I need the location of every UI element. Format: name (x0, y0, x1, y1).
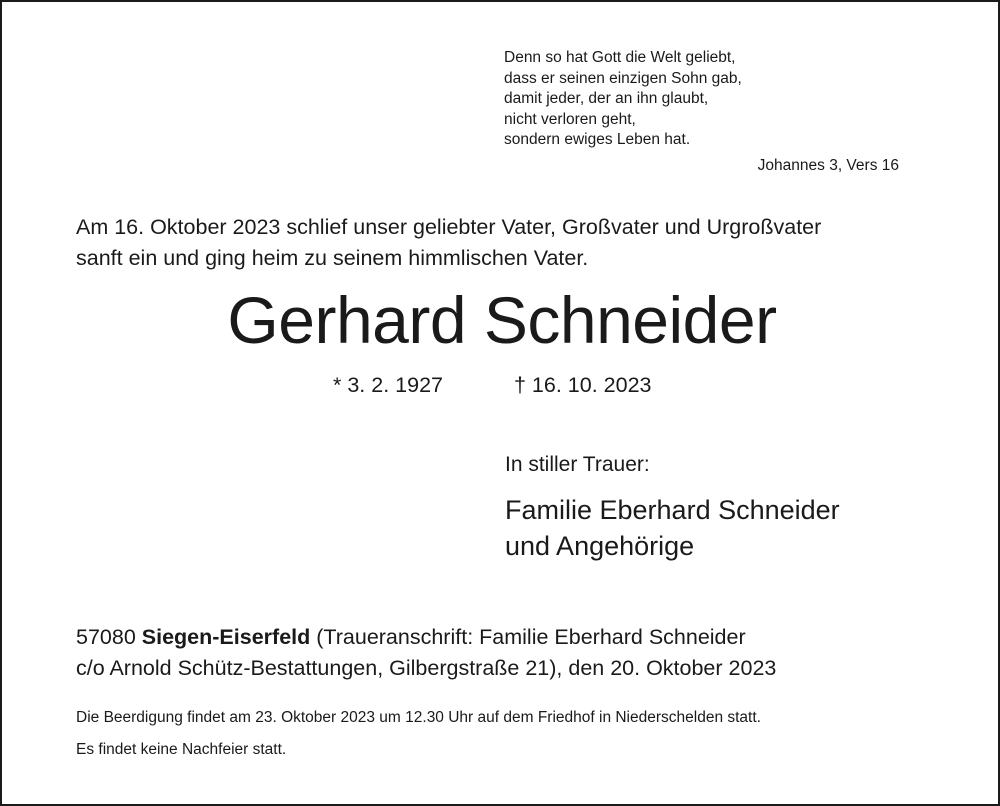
address-line-1 (76, 622, 776, 653)
deceased-name: Gerhard Schneider (227, 283, 777, 357)
announcement-line: sanft ein und ging heim zu seinem himmlischen Vater. (76, 246, 589, 270)
mourning-address (76, 622, 776, 684)
reception-notice: Es findet keine Nachfeier statt. (76, 741, 287, 758)
bible-verse (504, 48, 742, 151)
death-date: † 16. 10. 2023 (514, 373, 652, 397)
verse-line: damit jeder, der an ihn glaubt, (504, 90, 709, 107)
verse-reference: Johannes 3, Vers 16 (757, 157, 899, 174)
city-name: Siegen-Eiserfeld (141, 625, 311, 649)
birth-date: * 3. 2. 1927 (333, 373, 443, 397)
announcement-text (76, 212, 821, 274)
verse-line: nicht verloren geht, (504, 110, 636, 128)
mourner-line: und Angehörige (505, 531, 695, 561)
verse-line: Denn so hat Gott die Welt geliebt, (504, 49, 736, 66)
postcode: 57080 (76, 625, 136, 649)
verse-line: dass er seinen einzigen Sohn gab, (504, 69, 742, 87)
verse-line: sondern ewiges Leben hat. (504, 131, 691, 148)
mourner-line: Familie Eberhard Schneider (505, 495, 840, 525)
mourners-list (505, 492, 840, 564)
funeral-notice: Die Beerdigung findet am 23. Oktober 2023 um 12.30 Uhr auf dem Friedhof in Niederschelden statt. (76, 709, 761, 726)
address-detail: (Traueranschrift: Familie Eberhard Schneider (316, 625, 746, 649)
announcement-line: Am 16. Oktober 2023 schlief unser geliebter Vater, Großvater und Urgroßvater (76, 215, 822, 239)
mourning-label: In stiller Trauer: (505, 453, 650, 476)
address-line-2: c/o Arnold Schütz-Bestattungen, Gilbergstraße 21), den 20. Oktober 2023 (76, 656, 777, 680)
